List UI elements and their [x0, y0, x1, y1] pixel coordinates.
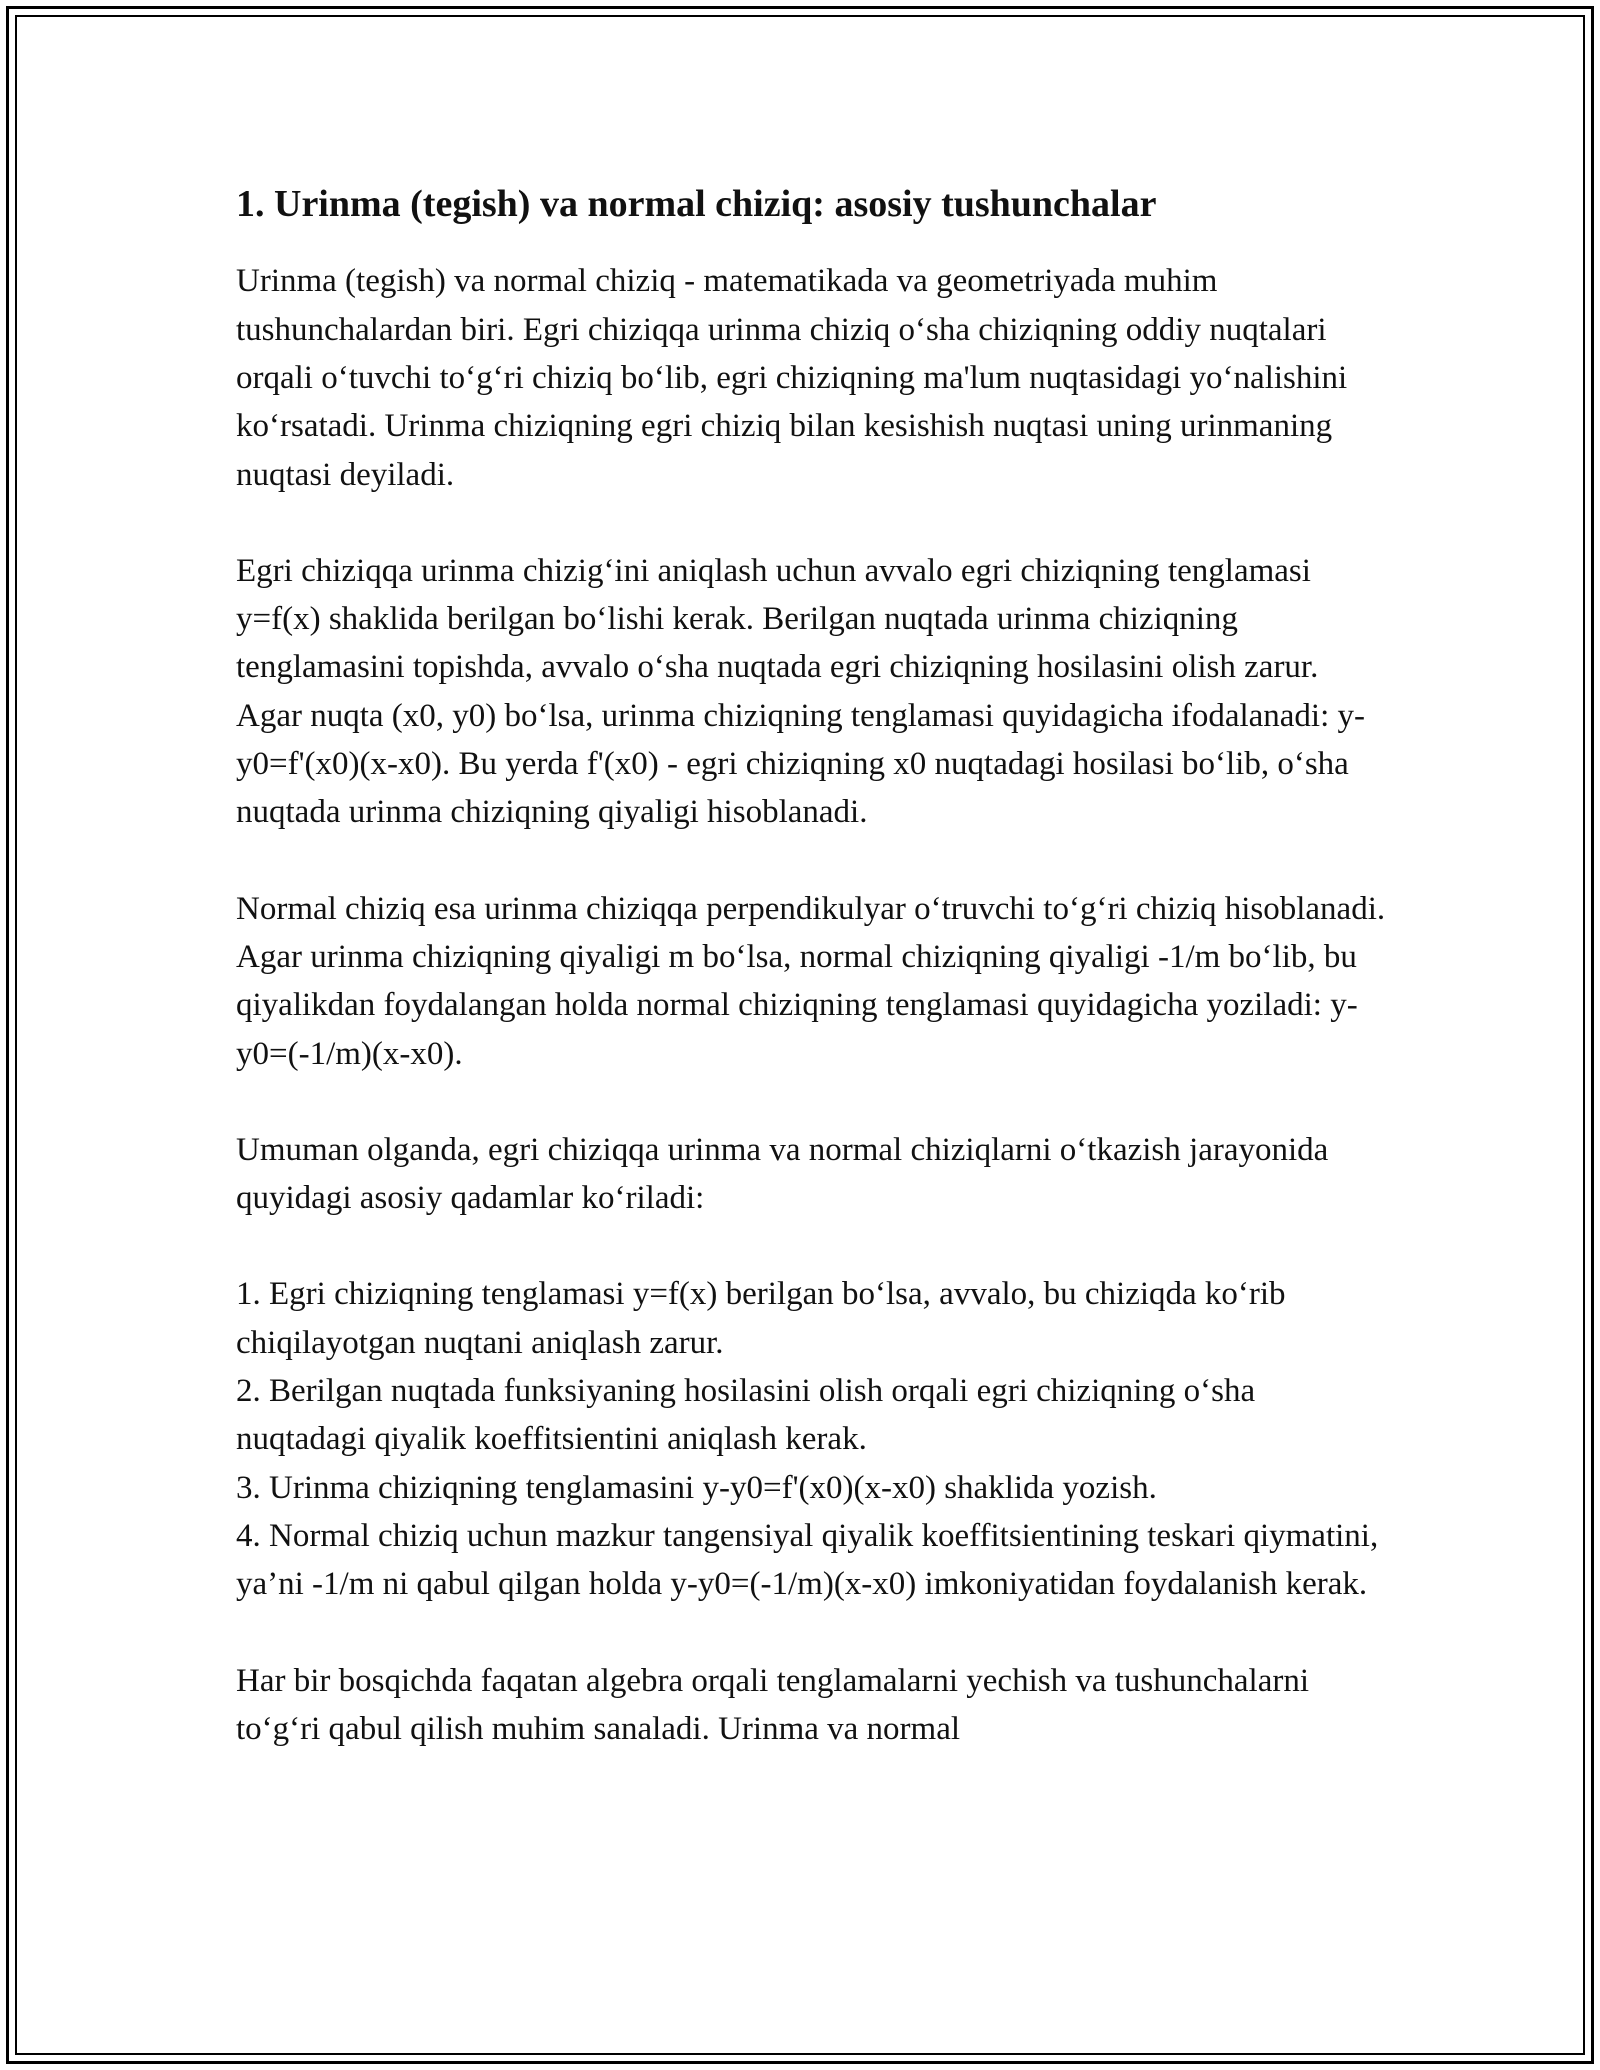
paragraph-closing: Har bir bosqichda faqatan algebra orqali tenglamalarni yechish va tushunchalarni to‘g‘ri qabul qilish muhim sanaladi. Urinma va normal [236, 1662, 1309, 1747]
step-item: 2. Berilgan nuqtada funksiyaning hosilasini olish orqali egri chiziqning o‘sha nuqtadagi qiyalik koeffitsientini aniqlash kerak. [236, 1373, 1256, 1458]
step-item: 1. Egri chiziqning tenglamasi y=f(x) berilgan bo‘lsa, avvalo, bu chiziqda ko‘rib chiqilayotgan nuqtani aniqlash zarur. [236, 1276, 1286, 1361]
paragraph-normal-line: Normal chiziq esa urinma chiziqqa perpendikulyar o‘truvchi to‘g‘ri chiziq hisoblanadi. Agar urinma chiziqning qiyaligi m bo‘lsa, normal chiziqning qiyaligi -1/m bo‘lib, bu qiyalikdan foydalangan holda normal chiziqning tenglamasi quyidagicha yoziladi: y-y0=(-1/m)(x-x0). [236, 890, 1386, 1072]
paragraph-tangent-equation: Egri chiziqqa urinma chizig‘ini aniqlash uchun avvalo egri chiziqning tenglamasi y=f(x) shaklida berilgan bo‘lishi kerak. Berilgan nuqtada urinma chiziqning tenglamasini topishda, avvalo o‘sha nuqtada egri chiziqning hosilasini olish zarur. Agar nuqta (x0, y0) bo‘lsa, urinma chiziqning tenglamasi quyidagicha ifodalanadi: y-y0=f'(x0)(x-x0). Bu yerda f'(x0) - egri chiziqning x0 nuqtadagi hosilasi bo‘lib, o‘sha nuqtada urinma chiziqning qiyaligi hisoblanadi. [236, 552, 1366, 831]
paragraph-definition: Urinma (tegish) va normal chiziq - matematikada va geometriyada muhim tushunchalardan biri. Egri chiziqqa urinma chiziq o‘sha chiziqning oddiy nuqtalari orqali o‘tuvchi to‘g‘ri chiziq bo‘lib, egri chiziqning ma'lum nuqtasidagi yo‘nalishini ko‘rsatadi. Urinma chiziqning egri chiziq bilan kesishish nuqtasi uning urinmaning nuqtasi deyiladi. [236, 263, 1348, 493]
section-heading: 1. Urinma (tegish) va normal chiziq: asosiy tushunchalar [236, 183, 1157, 225]
steps-list [236, 1270, 1386, 1608]
step-item: 4. Normal chiziq uchun mazkur tangensiyal qiyalik koeffitsientining teskari qiymatini, ya’ni -1/m ni qabul qilgan holda y-y0=(-1/m)(x-x0) imkoniyatidan foydalanish kerak. [236, 1517, 1379, 1603]
paragraph-steps-intro: Umuman olganda, egri chiziqqa urinma va normal chiziqlarni o‘tkazish jarayonida quyidagi asosiy qadamlar ko‘riladi: [236, 1131, 1329, 1217]
step-item: 3. Urinma chiziqning tenglamasini y-y0=f'(x0)(x-x0) shaklida yozish. [236, 1469, 1157, 1506]
document-page [236, 180, 1386, 1801]
